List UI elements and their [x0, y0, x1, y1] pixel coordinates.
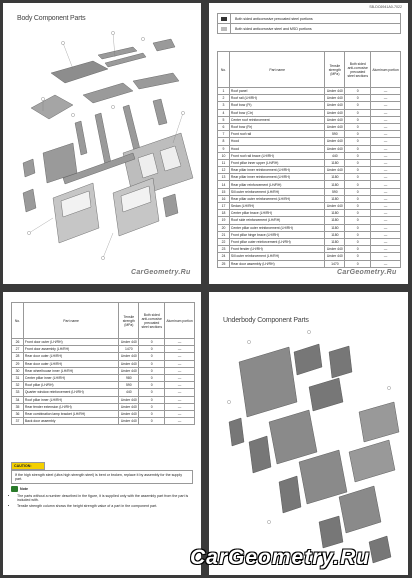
cell-alum: —: [371, 109, 401, 116]
table-row: [218, 138, 401, 145]
col-header-no: No.: [12, 303, 24, 339]
cell-anticorr: 0: [345, 131, 371, 138]
cell-anticorr: 0: [345, 246, 371, 253]
cell-alum: —: [371, 167, 401, 174]
parts-table: [217, 51, 401, 268]
cell-tensile: Under 440: [119, 360, 139, 367]
legend-row: [217, 13, 401, 23]
cell-tensile: Under 440: [119, 410, 139, 417]
cell-alum: —: [371, 238, 401, 245]
cell-part: Center pillar outer reinforcement (LH/RH): [229, 224, 324, 231]
cell-part: Rear door outer (LH/RH): [23, 353, 118, 360]
cell-tensile: 590: [325, 188, 345, 195]
cell-tensile: Under 440: [119, 403, 139, 410]
cell-part: Sill outer reinforcement (LH/RH): [229, 253, 324, 260]
cell-tensile: 1180: [325, 217, 345, 224]
cell-no: 35: [12, 403, 24, 410]
cell-tensile: Under 440: [325, 102, 345, 109]
page-body-component-parts: [3, 3, 201, 284]
table-row: [218, 260, 401, 267]
cell-no: 28: [12, 353, 24, 360]
cell-no: 20: [218, 224, 230, 231]
cell-tensile: 440: [325, 152, 345, 159]
watermark: CarGeometry.Ru: [131, 269, 191, 276]
cell-alum: —: [371, 123, 401, 130]
table-row: [218, 231, 401, 238]
cell-anticorr: 0: [345, 224, 371, 231]
cell-part: Roof side reinforcement (LH/RH): [229, 217, 324, 224]
cell-alum: —: [165, 410, 195, 417]
note-icon: [11, 486, 18, 492]
cell-anticorr: 0: [139, 339, 165, 346]
col-header-alum: [165, 303, 195, 339]
page-title: Body Component Parts: [17, 15, 86, 22]
cell-anticorr: 0: [139, 396, 165, 403]
cell-alum: —: [165, 396, 195, 403]
legend-row: [217, 23, 401, 34]
table-row: [12, 353, 195, 360]
cell-anticorr: 0: [345, 102, 371, 109]
cell-anticorr: 0: [345, 238, 371, 245]
underbody-exploded-diagram: [209, 292, 408, 575]
cell-no: 9: [218, 145, 230, 152]
cell-anticorr: 0: [345, 203, 371, 210]
table-row: [218, 123, 401, 130]
cell-anticorr: 0: [345, 260, 371, 267]
legend: [217, 13, 401, 34]
table-row: [12, 396, 195, 403]
table-row: [12, 389, 195, 396]
legend-text: Both sided anticorrosive precoated steel portions: [235, 16, 313, 21]
cell-no: 14: [218, 181, 230, 188]
cell-part: Rear door outer (LH/RH): [23, 360, 118, 367]
header-text: Both sided anti-corrosive precoated steel sections: [347, 61, 369, 78]
cell-part: Rear door assembly (LH/RH): [229, 260, 324, 267]
table-row: [218, 145, 401, 152]
cell-alum: —: [371, 102, 401, 109]
cell-tensile: 1180: [325, 210, 345, 217]
cell-part: Hood: [229, 145, 324, 152]
cell-tensile: Under 440: [119, 353, 139, 360]
cell-alum: —: [371, 174, 401, 181]
cell-part: Front pillar inner upper (LH/RH): [229, 159, 324, 166]
table-row: [218, 188, 401, 195]
cell-part: Front pillar hinge brace (LH/RH): [229, 231, 324, 238]
cell-anticorr: 0: [139, 403, 165, 410]
cell-part: Roof bow (Rr): [229, 123, 324, 130]
cell-anticorr: 0: [345, 152, 371, 159]
header-text: Aluminum portion: [166, 318, 193, 323]
table-row: [218, 238, 401, 245]
cell-no: 13: [218, 174, 230, 181]
cell-alum: —: [165, 418, 195, 425]
cell-anticorr: 0: [139, 346, 165, 353]
note-list: [11, 494, 193, 508]
cell-tensile: Under 440: [325, 246, 345, 253]
cell-no: 37: [12, 418, 24, 425]
cell-part: Front door outer (LH/RH): [23, 339, 118, 346]
cell-no: 8: [218, 138, 230, 145]
cell-no: 27: [12, 346, 24, 353]
table-row: [218, 253, 401, 260]
cell-tensile: Under 440: [325, 109, 345, 116]
col-header-alum: [371, 52, 401, 88]
cell-alum: —: [165, 346, 195, 353]
table-row: [218, 224, 401, 231]
cell-alum: —: [371, 224, 401, 231]
cell-alum: —: [165, 382, 195, 389]
cell-tensile: Under 440: [325, 88, 345, 95]
cell-anticorr: 0: [345, 123, 371, 130]
cell-no: 36: [12, 410, 24, 417]
cell-no: 3: [218, 102, 230, 109]
table-row: [218, 195, 401, 202]
cell-no: 25: [218, 260, 230, 267]
table-row: [218, 181, 401, 188]
table-row: [12, 418, 195, 425]
cell-anticorr: 0: [345, 210, 371, 217]
cell-no: 32: [12, 382, 24, 389]
cell-part: Roof bow (Ft): [229, 102, 324, 109]
cell-part: Rear pillar inner reinforcement (LH/RH): [229, 174, 324, 181]
cell-part: Center pillar brace (LH/RH): [229, 210, 324, 217]
cell-no: 30: [12, 367, 24, 374]
cell-alum: —: [165, 339, 195, 346]
table-row: [12, 374, 195, 381]
header-text: Tensile strength (MPa): [122, 314, 135, 327]
cell-anticorr: 0: [345, 109, 371, 116]
note-header: [11, 486, 193, 492]
cell-anticorr: 0: [345, 253, 371, 260]
cell-anticorr: 0: [345, 116, 371, 123]
cell-anticorr: 0: [345, 145, 371, 152]
cell-no: 12: [218, 167, 230, 174]
cell-tensile: 1470: [325, 260, 345, 267]
parts-table: [11, 302, 195, 425]
cell-part: Sedan (LH/RH): [229, 203, 324, 210]
cell-alum: —: [371, 95, 401, 102]
page-underbody-component-parts: [209, 292, 408, 575]
note-title: Note: [20, 487, 28, 491]
cell-no: 4: [218, 109, 230, 116]
cell-tensile: Under 440: [119, 367, 139, 374]
cell-alum: —: [371, 152, 401, 159]
header-text: Aluminum portion: [372, 67, 399, 72]
col-header-tensile: [325, 52, 345, 88]
cell-part: Front pillar outer reinforcement (LH/RH): [229, 238, 324, 245]
cell-tensile: Under 440: [325, 203, 345, 210]
page-parts-table-2: [3, 292, 201, 575]
cell-no: 10: [218, 152, 230, 159]
cell-anticorr: 0: [139, 353, 165, 360]
cell-part: Rear pillar outer reinforcement (LH/RH): [229, 195, 324, 202]
cell-no: 19: [218, 217, 230, 224]
cell-alum: —: [371, 203, 401, 210]
table-row: [218, 131, 401, 138]
cell-alum: —: [165, 360, 195, 367]
cell-no: 17: [218, 203, 230, 210]
cell-alum: —: [371, 195, 401, 202]
table-row: [218, 95, 401, 102]
table-row: [218, 174, 401, 181]
cell-no: 6: [218, 123, 230, 130]
col-header-anticorr: [139, 303, 165, 339]
cell-alum: —: [371, 231, 401, 238]
cell-anticorr: 0: [345, 217, 371, 224]
table-row: [218, 102, 401, 109]
table-row: [218, 159, 401, 166]
cell-part: Rear fender extension (LH/RH): [23, 403, 118, 410]
cell-tensile: Under 440: [325, 138, 345, 145]
cell-anticorr: 0: [139, 374, 165, 381]
cell-alum: —: [371, 145, 401, 152]
watermark-logo: CarGeometry.Ru: [190, 546, 371, 569]
cell-tensile: Under 440: [119, 418, 139, 425]
watermark: CarGeometry.Ru: [337, 269, 397, 276]
cell-tensile: 590: [325, 131, 345, 138]
cell-tensile: Under 440: [325, 116, 345, 123]
cell-anticorr: 0: [139, 418, 165, 425]
cell-part: Rear pillar inner reinforcement (LH/RH): [229, 167, 324, 174]
cell-part: Roof pillar inner (LH/RH): [23, 396, 118, 403]
cell-no: 31: [12, 374, 24, 381]
cell-tensile: 1180: [325, 238, 345, 245]
cell-anticorr: 0: [345, 95, 371, 102]
cell-anticorr: 0: [345, 195, 371, 202]
cell-no: 1: [218, 88, 230, 95]
cell-tensile: Under 440: [325, 95, 345, 102]
col-header-no: No.: [218, 52, 230, 88]
cell-part: Roof panel: [229, 88, 324, 95]
table-row: [218, 246, 401, 253]
cell-alum: —: [371, 116, 401, 123]
cell-anticorr: 0: [139, 367, 165, 374]
cell-anticorr: 0: [345, 231, 371, 238]
cell-alum: —: [371, 138, 401, 145]
table-row: [12, 382, 195, 389]
table-row: [218, 88, 401, 95]
cell-alum: —: [371, 210, 401, 217]
cell-tensile: 1180: [325, 159, 345, 166]
cell-part: Quarter window reinforcement (LH/RH): [23, 389, 118, 396]
cell-anticorr: 0: [139, 360, 165, 367]
cell-alum: —: [371, 217, 401, 224]
table-row: [218, 167, 401, 174]
cell-part: Center pillar inner (LH/RH): [23, 374, 118, 381]
cell-part: Rear pillar reinforcement (LH/RH): [229, 181, 324, 188]
cell-anticorr: 0: [345, 138, 371, 145]
cell-alum: —: [371, 246, 401, 253]
cell-anticorr: 0: [345, 159, 371, 166]
cell-tensile: Under 440: [119, 396, 139, 403]
note-item: • The parts without a number described in the figure, it is supplied only with the assembly part from the part is included with.: [17, 494, 193, 502]
cell-part: Roof rail (LH/RH): [229, 95, 324, 102]
legend-text: Both sided anticorrosive steel and MSD portions: [235, 26, 312, 31]
page-title: Underbody Component Parts: [223, 317, 309, 324]
cell-part: Sill outer reinforcement (LH/RH): [229, 188, 324, 195]
cell-anticorr: 0: [345, 181, 371, 188]
cell-alum: —: [371, 253, 401, 260]
cell-anticorr: 0: [139, 410, 165, 417]
cell-tensile: 980: [119, 374, 139, 381]
cell-no: 23: [218, 246, 230, 253]
legend-swatch-light: [218, 24, 231, 33]
cell-no: 29: [12, 360, 24, 367]
table-row: [218, 210, 401, 217]
header-text: Tensile strength (MPa): [328, 63, 341, 76]
table-row: [218, 217, 401, 224]
cell-no: 34: [12, 396, 24, 403]
document-number: SB-DC6941A0-7022: [369, 5, 402, 9]
caution-title: CAUTION:: [11, 462, 45, 470]
table-row: [12, 410, 195, 417]
cell-tensile: Under 440: [325, 253, 345, 260]
cell-tensile: 590: [119, 382, 139, 389]
table-row: [12, 367, 195, 374]
cell-no: 11: [218, 159, 230, 166]
cell-no: 15: [218, 188, 230, 195]
cell-part: Front roof rail: [229, 131, 324, 138]
cell-no: 7: [218, 131, 230, 138]
cell-alum: —: [165, 367, 195, 374]
cell-part: Hood: [229, 138, 324, 145]
cell-no: 5: [218, 116, 230, 123]
legend-swatch-dark: [218, 14, 231, 23]
col-header-tensile: [119, 303, 139, 339]
cell-alum: —: [165, 353, 195, 360]
cell-tensile: Under 440: [325, 123, 345, 130]
table-row: [12, 360, 195, 367]
cell-anticorr: 0: [139, 389, 165, 396]
header-text: Both sided anti-corrosive precoated steel sections: [141, 312, 163, 329]
cell-part: Back door assembly: [23, 418, 118, 425]
table-row: [218, 116, 401, 123]
page-parts-table-1: [209, 3, 408, 284]
body-exploded-diagram: [3, 3, 201, 284]
cell-tensile: Under 440: [119, 339, 139, 346]
cell-part: Roof pillar (LH/RH): [23, 382, 118, 389]
cell-no: 33: [12, 389, 24, 396]
cell-tensile: Under 440: [325, 167, 345, 174]
cell-part: Front roof rail brace (LH/RH): [229, 152, 324, 159]
note-item: • Tensile strength column shows the height strength value of a part in the component part.: [17, 504, 193, 508]
col-header-part: Part name: [229, 52, 324, 88]
cell-tensile: 440: [119, 389, 139, 396]
cell-anticorr: 0: [345, 88, 371, 95]
cell-anticorr: 0: [345, 167, 371, 174]
cell-alum: —: [371, 131, 401, 138]
cell-alum: —: [165, 374, 195, 381]
cell-part: Rear combination lamp bracket (LH/RH): [23, 410, 118, 417]
cell-tensile: 1180: [325, 195, 345, 202]
cell-anticorr: 0: [139, 382, 165, 389]
cell-alum: —: [371, 159, 401, 166]
cell-no: 21: [218, 231, 230, 238]
cell-tensile: 1470: [119, 346, 139, 353]
col-header-anticorr: [345, 52, 371, 88]
cell-anticorr: 0: [345, 174, 371, 181]
cell-alum: —: [371, 260, 401, 267]
cell-no: 26: [12, 339, 24, 346]
table-row: [12, 346, 195, 353]
cell-no: 24: [218, 253, 230, 260]
cell-alum: —: [371, 188, 401, 195]
caution-box: [11, 462, 193, 484]
cell-part: Center roof reinforcement: [229, 116, 324, 123]
cell-tensile: 1180: [325, 181, 345, 188]
table-row: [12, 339, 195, 346]
cell-part: Roof bow (Ctr): [229, 109, 324, 116]
table-row: [218, 203, 401, 210]
cell-no: 2: [218, 95, 230, 102]
cell-part: Front door assembly (LH/RH): [23, 346, 118, 353]
cell-tensile: 1180: [325, 224, 345, 231]
cell-alum: —: [371, 181, 401, 188]
cell-no: 18: [218, 210, 230, 217]
cell-tensile: 1180: [325, 174, 345, 181]
caution-text: If the high strength steel (ultra high strength steel) is bent or broken, replace it by assembly for the supply part.: [11, 470, 193, 484]
cell-no: 22: [218, 238, 230, 245]
cell-no: 16: [218, 195, 230, 202]
note-box: [11, 486, 193, 510]
table-row: [12, 403, 195, 410]
col-header-part: Part name: [23, 303, 118, 339]
cell-alum: —: [371, 88, 401, 95]
table-row: [218, 109, 401, 116]
cell-anticorr: 0: [345, 188, 371, 195]
cell-alum: —: [165, 403, 195, 410]
cell-tensile: Under 440: [325, 145, 345, 152]
cell-tensile: 1180: [325, 231, 345, 238]
cell-part: Front fender (LH/RH): [229, 246, 324, 253]
table-row: [218, 152, 401, 159]
cell-alum: —: [165, 389, 195, 396]
cell-part: Rear wheelhouse inner (LH/RH): [23, 367, 118, 374]
